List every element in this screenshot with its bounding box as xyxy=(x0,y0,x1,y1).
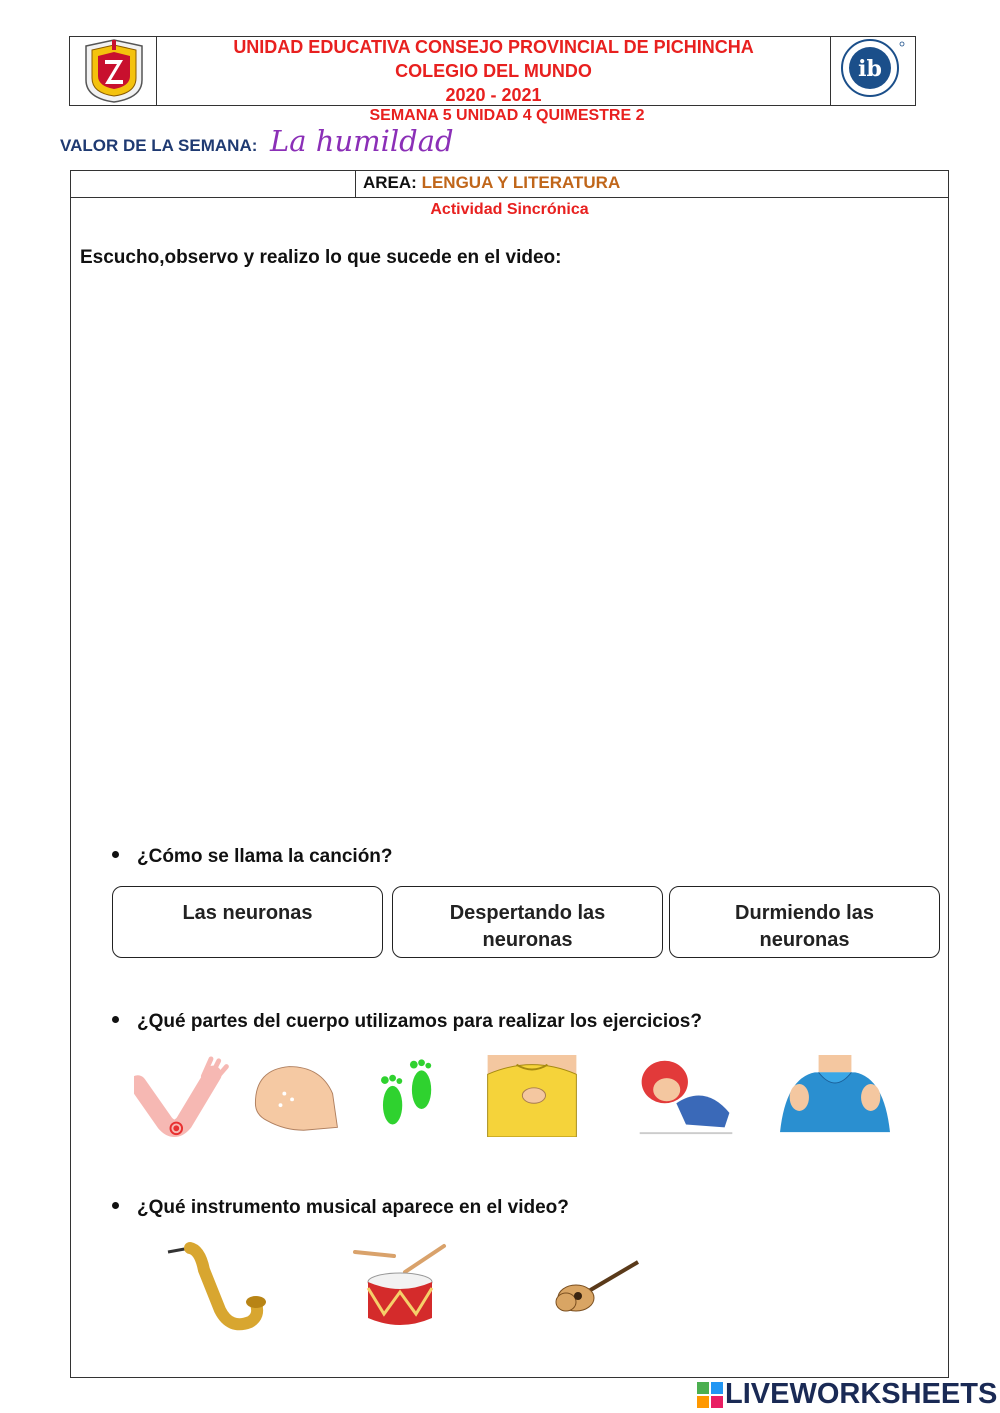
feet-icon[interactable] xyxy=(374,1055,444,1137)
question-instrument: ¿Qué instrumento musical aparece en el video? xyxy=(112,1197,569,1219)
weekly-value-label: VALOR DE LA SEMANA: xyxy=(60,136,258,155)
answer-option-durmiendo[interactable]: Durmiendo las neuronas xyxy=(669,886,940,958)
belly-icon[interactable] xyxy=(636,1055,736,1137)
ib-logo-icon xyxy=(836,38,908,100)
answer-option-despertando[interactable]: Despertando las neuronas xyxy=(392,886,663,958)
svg-text:ib: ib xyxy=(858,56,882,82)
saxophone-icon[interactable] xyxy=(160,1240,270,1335)
drum-icon[interactable] xyxy=(350,1240,450,1335)
subject-area-value: LENGUA Y LITERATURA xyxy=(421,173,621,192)
frame-divider xyxy=(355,170,356,197)
week-heading: SEMANA 5 UNIDAD 4 QUIMESTRE 2 xyxy=(369,107,645,124)
bullet-icon xyxy=(112,851,119,858)
header-divider xyxy=(830,36,831,106)
shoulders-icon[interactable] xyxy=(774,1055,896,1137)
subject-area xyxy=(363,173,620,193)
school-year: 2020 - 2021 xyxy=(445,85,542,105)
guitar-icon[interactable] xyxy=(552,1240,644,1335)
activity-type: Actividad Sincrónica xyxy=(430,201,589,218)
liveworksheets-logo-icon xyxy=(697,1382,723,1408)
school-crest-icon xyxy=(78,38,150,104)
footer-brand: LIVEWORKSHEETS xyxy=(725,1378,998,1410)
chest-icon[interactable] xyxy=(486,1055,578,1137)
subject-area-label: AREA: xyxy=(363,173,417,192)
school-subtitle: COLEGIO DEL MUNDO xyxy=(395,61,592,81)
weekly-value: La humildad xyxy=(270,124,454,158)
school-name: UNIDAD EDUCATIVA CONSEJO PROVINCIAL DE PICHINCHA xyxy=(233,37,754,57)
frame-divider xyxy=(70,197,949,198)
knee-icon[interactable] xyxy=(244,1055,344,1137)
bullet-icon xyxy=(112,1202,119,1209)
answer-option-las-neuronas[interactable]: Las neuronas xyxy=(112,886,383,958)
bullet-icon xyxy=(112,1016,119,1023)
instruction-text: Escucho,observo y realizo lo que sucede en el video: xyxy=(80,247,562,268)
elbow-icon[interactable] xyxy=(134,1055,234,1137)
question-song-name: ¿Cómo se llama la canción? xyxy=(112,846,393,868)
question-body-parts: ¿Qué partes del cuerpo utilizamos para realizar los ejercicios? xyxy=(112,1011,702,1033)
